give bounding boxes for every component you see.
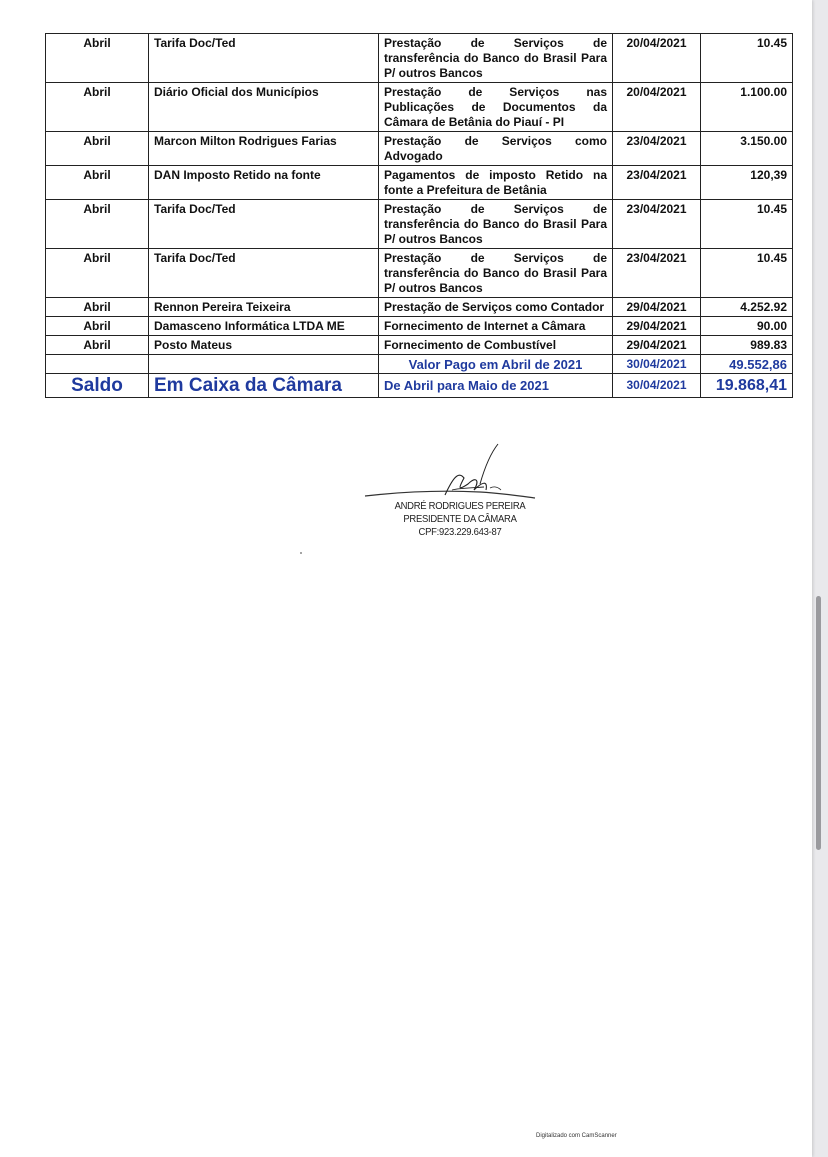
- month-cell: Abril: [46, 336, 149, 355]
- amount-cell: 10.45: [701, 249, 793, 298]
- month-cell: Abril: [46, 249, 149, 298]
- date-cell: 29/04/2021: [613, 317, 701, 336]
- total-row: [46, 355, 793, 374]
- table-row: [46, 200, 793, 249]
- vertical-scrollbar[interactable]: [816, 596, 821, 850]
- description-cell: Prestação de Serviços nas Publicações de Documentos da Câmara de Betânia do Piauí - PI: [379, 83, 613, 132]
- month-cell: Abril: [46, 34, 149, 83]
- amount-cell: 3.150.00: [701, 132, 793, 166]
- scan-speck: [300, 552, 302, 554]
- table-row: [46, 166, 793, 200]
- signer-block: [360, 500, 560, 539]
- month-cell: Abril: [46, 83, 149, 132]
- saldo-date: 30/04/2021: [613, 374, 701, 398]
- date-cell: 23/04/2021: [613, 249, 701, 298]
- table-row: [46, 132, 793, 166]
- month-cell: Abril: [46, 200, 149, 249]
- date-cell: 23/04/2021: [613, 200, 701, 249]
- amount-cell: 10.45: [701, 200, 793, 249]
- saldo-place: Em Caixa da Câmara: [149, 374, 379, 398]
- table-row: [46, 34, 793, 83]
- payee-cell: Tarifa Doc/Ted: [149, 34, 379, 83]
- table-row: [46, 336, 793, 355]
- description-cell: Prestação de Serviços de transferência do Banco do Brasil Para P/ outros Bancos: [379, 249, 613, 298]
- signer-name: ANDRÉ RODRIGUES PEREIRA: [394, 500, 526, 512]
- table-row: [46, 317, 793, 336]
- payee-cell: Diário Oficial dos Municípios: [149, 83, 379, 132]
- description-cell: Fornecimento de Internet a Câmara: [379, 317, 613, 336]
- description-cell: Prestação de Serviços como Advogado: [379, 132, 613, 166]
- total-label: Valor Pago em Abril de 2021: [379, 355, 613, 374]
- month-cell: Abril: [46, 166, 149, 200]
- payee-cell: Damasceno Informática LTDA ME: [149, 317, 379, 336]
- saldo-description: De Abril para Maio de 2021: [379, 374, 613, 398]
- description-cell: Prestação de Serviços de transferência do Banco do Brasil Para P/ outros Bancos: [379, 34, 613, 83]
- payee-cell: Posto Mateus: [149, 336, 379, 355]
- date-cell: 29/04/2021: [613, 298, 701, 317]
- amount-cell: 10.45: [701, 34, 793, 83]
- table-row: [46, 249, 793, 298]
- month-cell: Abril: [46, 298, 149, 317]
- signer-role: PRESIDENTE DA CÂMARA: [403, 513, 517, 525]
- description-cell: Fornecimento de Combustível: [379, 336, 613, 355]
- signer-cpf: CPF:923.229.643-87: [418, 526, 502, 538]
- saldo-label: Saldo: [46, 374, 149, 398]
- payee-cell: Tarifa Doc/Ted: [149, 200, 379, 249]
- payee-cell: Tarifa Doc/Ted: [149, 249, 379, 298]
- date-cell: 20/04/2021: [613, 34, 701, 83]
- amount-cell: 1.100.00: [701, 83, 793, 132]
- month-cell: Abril: [46, 317, 149, 336]
- month-cell: Abril: [46, 132, 149, 166]
- date-cell: 23/04/2021: [613, 132, 701, 166]
- scanner-footer: Digitalizado com CamScanner: [536, 1133, 617, 1139]
- date-cell: 29/04/2021: [613, 336, 701, 355]
- payee-cell: Marcon Milton Rodrigues Farias: [149, 132, 379, 166]
- total-amount: 49.552,86: [701, 355, 793, 374]
- amount-cell: 90.00: [701, 317, 793, 336]
- payee-cell: Rennon Pereira Teixeira: [149, 298, 379, 317]
- amount-cell: 120,39: [701, 166, 793, 200]
- description-cell: Prestação de Serviços como Contador: [379, 298, 613, 317]
- table-row: [46, 298, 793, 317]
- description-cell: Prestação de Serviços de transferência do Banco do Brasil Para P/ outros Bancos: [379, 200, 613, 249]
- amount-cell: 4.252.92: [701, 298, 793, 317]
- total-date: 30/04/2021: [613, 355, 701, 374]
- saldo-row: [46, 374, 793, 398]
- expense-table: [45, 33, 793, 398]
- description-cell: Pagamentos de imposto Retido na fonte a Prefeitura de Betânia: [379, 166, 613, 200]
- saldo-amount: 19.868,41: [701, 374, 793, 398]
- amount-cell: 989.83: [701, 336, 793, 355]
- table-row: [46, 83, 793, 132]
- date-cell: 20/04/2021: [613, 83, 701, 132]
- date-cell: 23/04/2021: [613, 166, 701, 200]
- payee-cell: DAN Imposto Retido na fonte: [149, 166, 379, 200]
